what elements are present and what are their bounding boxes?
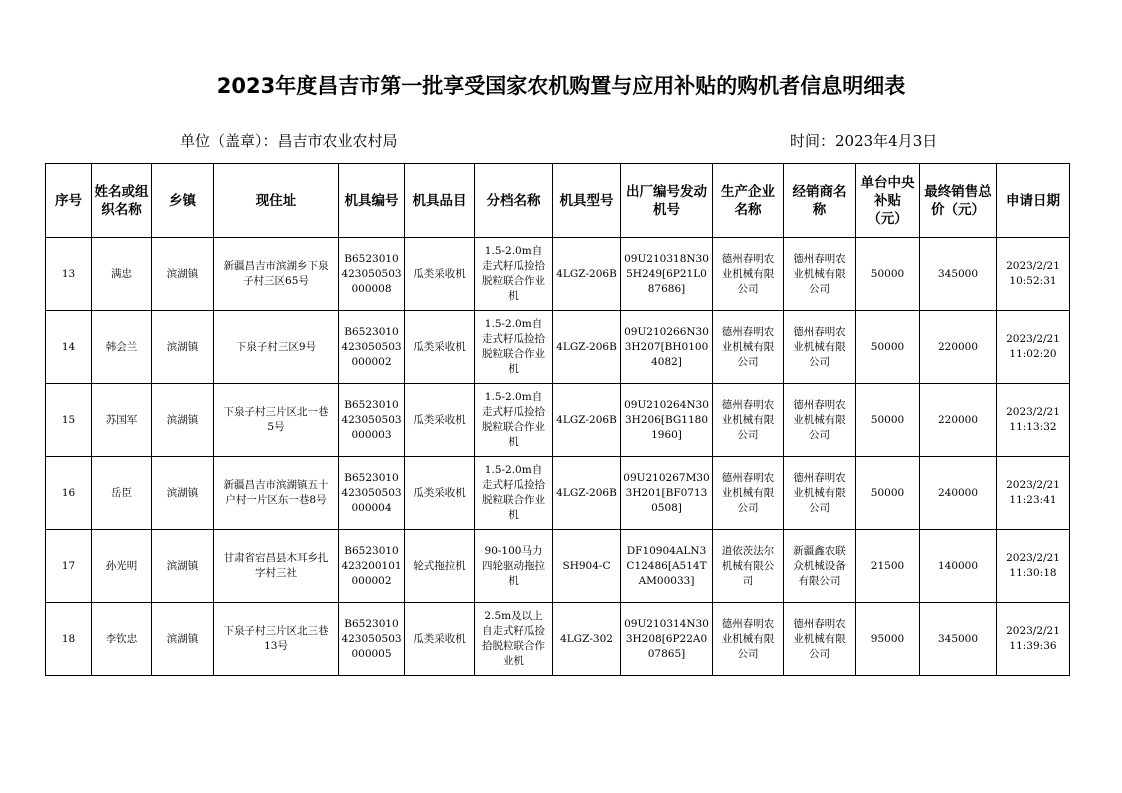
cell-category: 轮式拖拉机 — [405, 530, 475, 603]
cell-address: 下泉子村三片区北一巷5号 — [214, 384, 339, 457]
cell-no: 18 — [46, 603, 92, 676]
cell-model: SH904-C — [553, 530, 621, 603]
cell-category: 瓜类采收机 — [405, 384, 475, 457]
cell-address: 甘肃省宕昌县木耳乡扎字村三社 — [214, 530, 339, 603]
cell-subsidy: 50000 — [856, 457, 920, 530]
header-serial: 出厂编号发动机号 — [621, 164, 713, 238]
table-row — [46, 384, 1070, 457]
cell-machine-no: B6523010423050503000003 — [339, 384, 405, 457]
cell-name: 韩会兰 — [92, 311, 152, 384]
cell-town: 滨湖镇 — [152, 238, 214, 311]
cell-name: 苏国军 — [92, 384, 152, 457]
header-town: 乡镇 — [152, 164, 214, 238]
cell-apply-date — [997, 457, 1070, 530]
header-dealer: 经销商名称 — [784, 164, 856, 238]
cell-apply-date — [997, 238, 1070, 311]
cell-model: 4LGZ-206B — [553, 311, 621, 384]
cell-model: 4LGZ-302 — [553, 603, 621, 676]
cell-apply-date — [997, 530, 1070, 603]
cell-machine-no: B6523010423200101000002 — [339, 530, 405, 603]
cell-no: 13 — [46, 238, 92, 311]
cell-serial: 09U210314N303H208[6P22A007865] — [621, 603, 713, 676]
cell-dealer: 新疆鑫农联众机械设备有限公司 — [784, 530, 856, 603]
cell-serial: 09U210266N303H207[BH01004082] — [621, 311, 713, 384]
cell-subsidy: 50000 — [856, 311, 920, 384]
cell-grade: 1.5-2.0m自走式籽瓜捡拾脱粒联合作业机 — [475, 457, 553, 530]
cell-address: 新疆昌吉市滨湖乡下泉子村三区65号 — [214, 238, 339, 311]
cell-maker: 道依茨法尔机械有限公司 — [713, 530, 784, 603]
cell-dealer: 德州春明农业机械有限公司 — [784, 238, 856, 311]
cell-model: 4LGZ-206B — [553, 384, 621, 457]
cell-subsidy: 95000 — [856, 603, 920, 676]
cell-town: 滨湖镇 — [152, 384, 214, 457]
cell-machine-no: B6523010423050503000008 — [339, 238, 405, 311]
cell-model: 4LGZ-206B — [553, 238, 621, 311]
cell-grade: 1.5-2.0m自走式籽瓜捡拾脱粒联合作业机 — [475, 238, 553, 311]
cell-town: 滨湖镇 — [152, 603, 214, 676]
cell-category: 瓜类采收机 — [405, 238, 475, 311]
header-no: 序号 — [46, 164, 92, 238]
unit-label: 单位（盖章）：昌吉市农业农村局 — [180, 132, 398, 150]
cell-maker: 德州春明农业机械有限公司 — [713, 311, 784, 384]
table-row — [46, 530, 1070, 603]
cell-machine-no: B6523010423050503000004 — [339, 457, 405, 530]
apply-date: 2023/2/21 — [1006, 333, 1060, 345]
header-name: 姓名或组织名称 — [92, 164, 152, 238]
apply-time: 11:39:36 — [1009, 640, 1057, 652]
header-apply-date: 申请日期 — [997, 164, 1070, 238]
cell-dealer: 德州春明农业机械有限公司 — [784, 311, 856, 384]
cell-grade: 1.5-2.0m自走式籽瓜捡拾脱粒联合作业机 — [475, 311, 553, 384]
header-subsidy: 单台中央补贴（元） — [856, 164, 920, 238]
cell-dealer: 德州春明农业机械有限公司 — [784, 384, 856, 457]
cell-price: 140000 — [920, 530, 997, 603]
cell-serial: 09U210267M303H201[BF07130508] — [621, 457, 713, 530]
cell-no: 17 — [46, 530, 92, 603]
cell-category: 瓜类采收机 — [405, 603, 475, 676]
cell-serial: 09U210318N305H249[6P21L087686] — [621, 238, 713, 311]
cell-serial: 09U210264N303H206[BG11801960] — [621, 384, 713, 457]
cell-apply-date — [997, 603, 1070, 676]
cell-dealer: 德州春明农业机械有限公司 — [784, 457, 856, 530]
apply-time: 11:02:20 — [1009, 348, 1057, 360]
cell-no: 16 — [46, 457, 92, 530]
apply-time: 10:52:31 — [1009, 275, 1057, 287]
cell-apply-date — [997, 311, 1070, 384]
cell-machine-no: B6523010423050503000005 — [339, 603, 405, 676]
apply-date: 2023/2/21 — [1006, 479, 1060, 491]
cell-subsidy: 50000 — [856, 238, 920, 311]
cell-price: 240000 — [920, 457, 997, 530]
header-machine-no: 机具编号 — [339, 164, 405, 238]
apply-date: 2023/2/21 — [1006, 260, 1060, 272]
cell-address: 下泉子村三片区北三巷13号 — [214, 603, 339, 676]
cell-machine-no: B6523010423050503000002 — [339, 311, 405, 384]
page-title: 2023年度昌吉市第一批享受国家农机购置与应用补贴的购机者信息明细表 — [216, 74, 906, 98]
cell-maker: 德州春明农业机械有限公司 — [713, 457, 784, 530]
apply-date: 2023/2/21 — [1006, 406, 1060, 418]
date-label: 时间：2023年4月3日 — [790, 132, 938, 150]
cell-price: 345000 — [920, 238, 997, 311]
cell-name: 孙光明 — [92, 530, 152, 603]
cell-address: 下泉子村三区9号 — [214, 311, 339, 384]
table-row — [46, 311, 1070, 384]
apply-time: 11:30:18 — [1009, 567, 1057, 579]
cell-name: 李钦忠 — [92, 603, 152, 676]
table-row — [46, 457, 1070, 530]
cell-no: 15 — [46, 384, 92, 457]
cell-apply-date — [997, 384, 1070, 457]
apply-time: 11:23:41 — [1009, 494, 1057, 506]
cell-name: 满忠 — [92, 238, 152, 311]
cell-town: 滨湖镇 — [152, 311, 214, 384]
cell-price: 345000 — [920, 603, 997, 676]
cell-name: 岳臣 — [92, 457, 152, 530]
header-category: 机具品目 — [405, 164, 475, 238]
cell-address: 新疆昌吉市滨湖镇五十户村一片区东一巷8号 — [214, 457, 339, 530]
apply-date: 2023/2/21 — [1006, 625, 1060, 637]
cell-subsidy: 50000 — [856, 384, 920, 457]
cell-serial: DF10904ALN3C12486[A514TAM00033] — [621, 530, 713, 603]
cell-grade: 90-100马力四轮驱动拖拉机 — [475, 530, 553, 603]
table-row — [46, 603, 1070, 676]
cell-town: 滨湖镇 — [152, 530, 214, 603]
cell-maker: 德州春明农业机械有限公司 — [713, 238, 784, 311]
cell-no: 14 — [46, 311, 92, 384]
cell-maker: 德州春明农业机械有限公司 — [713, 384, 784, 457]
cell-maker: 德州春明农业机械有限公司 — [713, 603, 784, 676]
table-header-row — [46, 164, 1070, 238]
cell-subsidy: 21500 — [856, 530, 920, 603]
cell-town: 滨湖镇 — [152, 457, 214, 530]
header-model: 机具型号 — [553, 164, 621, 238]
header-maker: 生产企业名称 — [713, 164, 784, 238]
cell-grade: 2.5m及以上自走式籽瓜捡拾脱粒联合作业机 — [475, 603, 553, 676]
purchase-info-table — [45, 163, 1070, 676]
table-row — [46, 238, 1070, 311]
cell-price: 220000 — [920, 384, 997, 457]
cell-dealer: 德州春明农业机械有限公司 — [784, 603, 856, 676]
header-address: 现住址 — [214, 164, 339, 238]
apply-time: 11:13:32 — [1009, 421, 1057, 433]
header-price: 最终销售总价（元） — [920, 164, 997, 238]
apply-date: 2023/2/21 — [1006, 552, 1060, 564]
header-grade: 分档名称 — [475, 164, 553, 238]
cell-price: 220000 — [920, 311, 997, 384]
cell-model: 4LGZ-206B — [553, 457, 621, 530]
cell-category: 瓜类采收机 — [405, 311, 475, 384]
cell-grade: 1.5-2.0m自走式籽瓜捡拾脱粒联合作业机 — [475, 384, 553, 457]
cell-category: 瓜类采收机 — [405, 457, 475, 530]
